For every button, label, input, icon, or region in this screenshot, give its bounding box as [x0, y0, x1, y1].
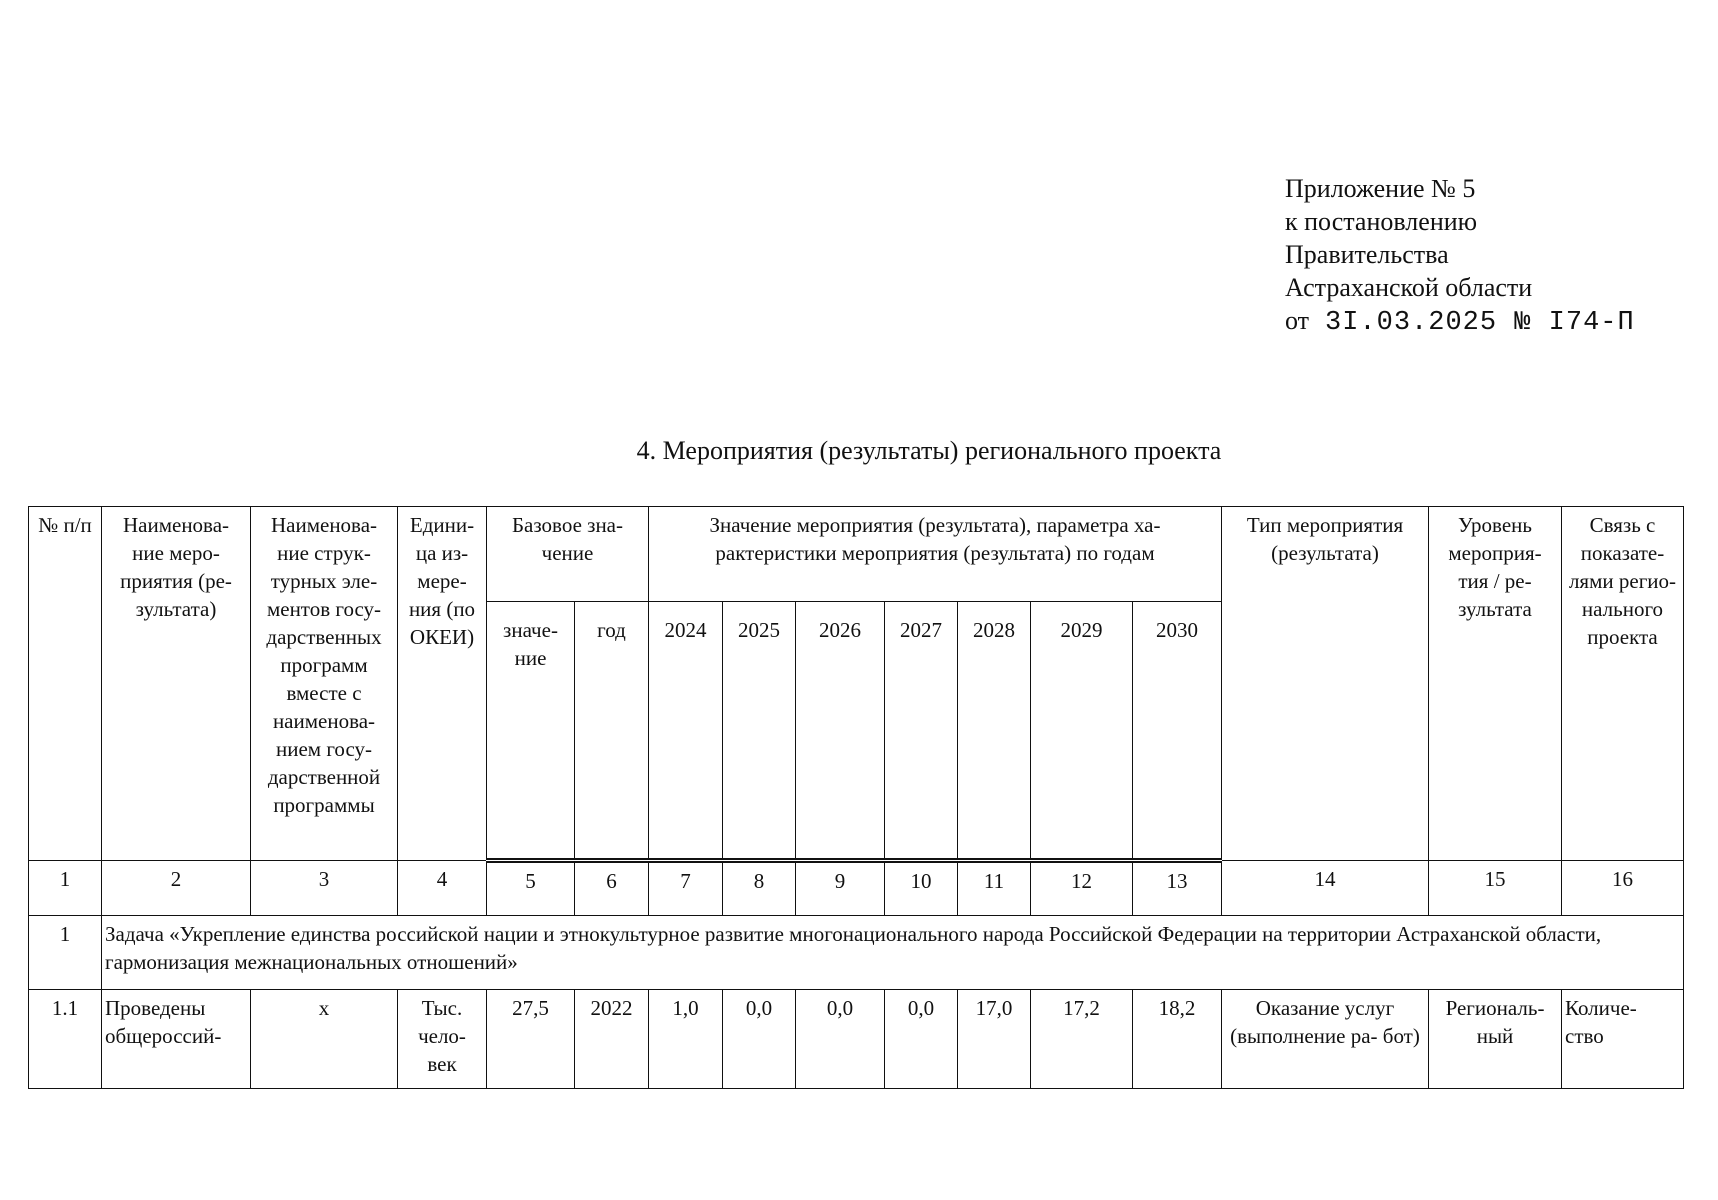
appendix-line-3: Правительства	[1285, 240, 1449, 269]
column-number: 2	[102, 861, 251, 916]
appendix-date-number: 3I.03.2025 № I74-П	[1325, 308, 1635, 338]
header-structural-elements: Наименова- ние струк- турных эле- ментов госу- дарственных программ вместе с наименова- нием госу- дарственной программы	[251, 507, 398, 861]
row-event-name: Проведены общероссий-	[102, 990, 251, 1089]
column-number: 4	[398, 861, 487, 916]
header-year-2030: 2030	[1133, 602, 1222, 861]
row-base-year: 2022	[575, 990, 649, 1089]
header-event-name: Наименова- ние меро- приятия (ре- зультата)	[102, 507, 251, 861]
appendix-date-line	[1285, 304, 1635, 340]
column-number: 15	[1429, 861, 1562, 916]
row-value-2030: 18,2	[1133, 990, 1222, 1089]
header-year-2027: 2027	[885, 602, 958, 861]
column-number: 7	[649, 861, 723, 916]
column-number: 3	[251, 861, 398, 916]
appendix-line-2: к постановлению	[1285, 207, 1478, 236]
table-row	[29, 990, 1684, 1089]
column-number: 9	[796, 861, 885, 916]
column-number: 14	[1222, 861, 1429, 916]
row-structural: х	[251, 990, 398, 1089]
header-number: № п/п	[29, 507, 102, 861]
column-number: 8	[723, 861, 796, 916]
row-value-2024: 1,0	[649, 990, 723, 1089]
column-number: 11	[958, 861, 1031, 916]
header-base-value: значе- ние	[487, 602, 575, 861]
row-level: Региональ- ный	[1429, 990, 1562, 1089]
header-event-type: Тип мероприятия (результата)	[1222, 507, 1429, 861]
column-number: 6	[575, 861, 649, 916]
column-number: 12	[1031, 861, 1133, 916]
task-text: Задача «Укрепление единства российской нации и этнокультурное развитие многонационального народа Российской Федерации на территории Астраханской области, гармонизация межнациональных отношений»	[102, 916, 1684, 990]
section-title: 4. Мероприятия (результаты) регионального проекта	[636, 436, 1222, 465]
header-years-group: Значение мероприятия (результата), параметра ха- рактеристики мероприятия (результата) по годам	[649, 507, 1222, 602]
header-link: Связь с показате- лями регио- нального проекта	[1562, 507, 1684, 861]
row-value-2026: 0,0	[796, 990, 885, 1089]
header-year-2026: 2026	[796, 602, 885, 861]
events-table	[28, 506, 1684, 1089]
row-base-value: 27,5	[487, 990, 575, 1089]
row-value-2025: 0,0	[723, 990, 796, 1089]
row-value-2027: 0,0	[885, 990, 958, 1089]
row-link: Количе- ство	[1562, 990, 1684, 1089]
appendix-line-4: Астраханской области	[1285, 273, 1533, 302]
column-number: 16	[1562, 861, 1684, 916]
appendix-block	[1285, 172, 1635, 340]
header-level: Уровень мероприя- тия / ре- зультата	[1429, 507, 1562, 861]
header-year-2029: 2029	[1031, 602, 1133, 861]
appendix-line-1: Приложение № 5	[1285, 174, 1476, 203]
column-number: 5	[487, 861, 575, 916]
header-base-group: Базовое зна- чение	[487, 507, 649, 602]
task-number: 1	[29, 916, 102, 990]
row-number: 1.1	[29, 990, 102, 1089]
header-year-2024: 2024	[649, 602, 723, 861]
task-row	[29, 916, 1684, 990]
header-year-2025: 2025	[723, 602, 796, 861]
header-year-2028: 2028	[958, 602, 1031, 861]
row-value-2028: 17,0	[958, 990, 1031, 1089]
header-base-year: год	[575, 602, 649, 861]
header-unit: Едини- ца из- мере- ния (по ОКЕИ)	[398, 507, 487, 861]
row-value-2029: 17,2	[1031, 990, 1133, 1089]
column-numbers-row	[29, 861, 1684, 916]
column-number: 10	[885, 861, 958, 916]
column-number: 13	[1133, 861, 1222, 916]
row-event-type: Оказание услуг (выполнение ра- бот)	[1222, 990, 1429, 1089]
column-number: 1	[29, 861, 102, 916]
appendix-from-label: от	[1285, 306, 1310, 335]
row-unit: Тыс. чело- век	[398, 990, 487, 1089]
header-row-1	[29, 507, 1684, 602]
